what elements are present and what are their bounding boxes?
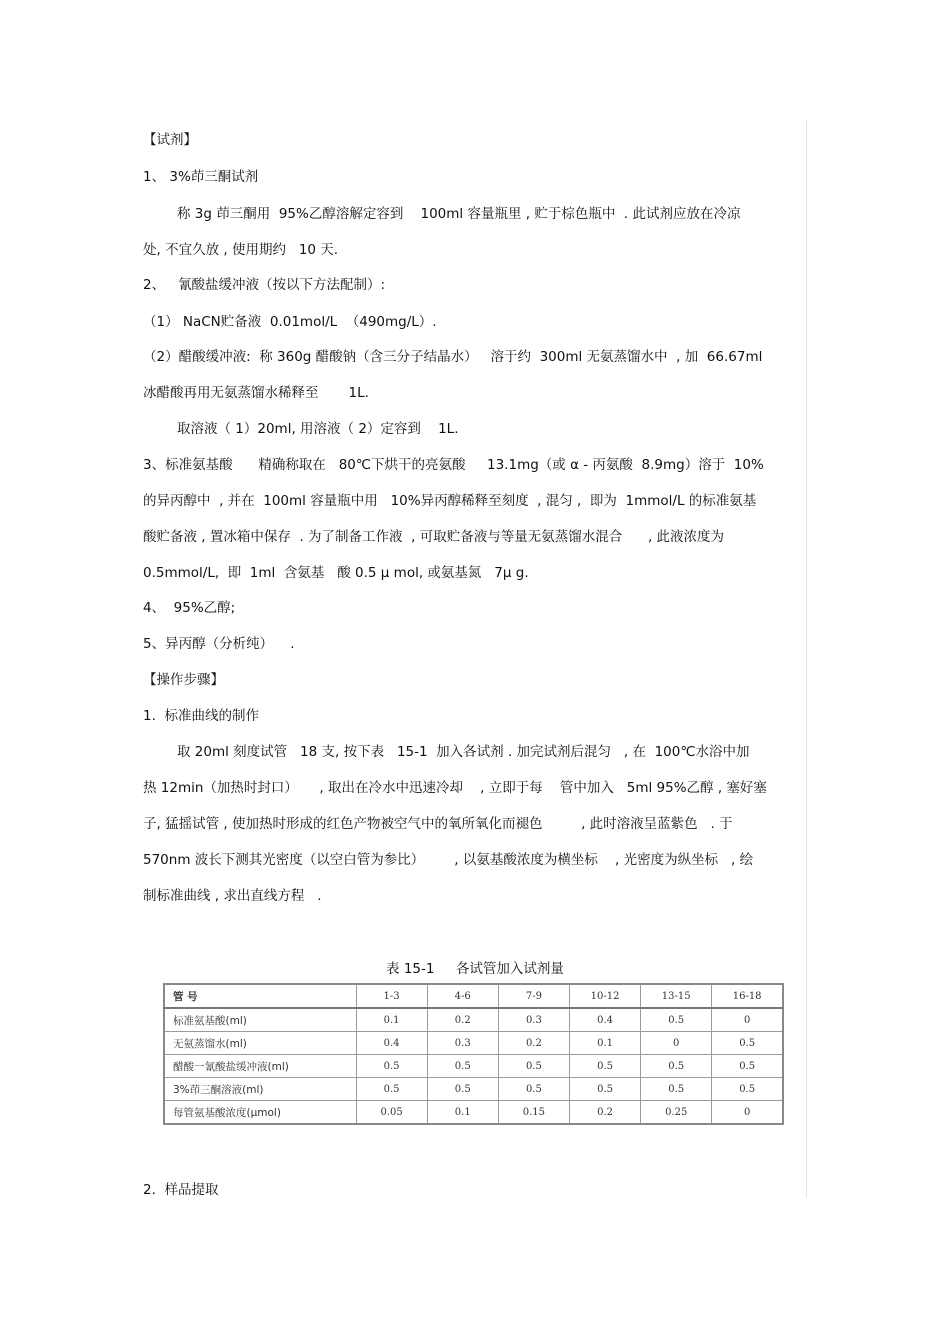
paragraph-line: 子, 猛摇试管 , 使加热时形成的红色产物被空气中的氧所氧化而褪色 , 此时溶液呈蓝紫色 . 于 <box>143 816 733 832</box>
table-row <box>164 1055 783 1078</box>
section-heading-reagents: 【试剂】 <box>143 132 197 148</box>
page-margin-rule <box>806 120 807 1198</box>
table-cell: 0.2 <box>569 1101 640 1125</box>
table-cell: 0.2 <box>498 1032 569 1055</box>
table-cell: 0 <box>712 1008 783 1032</box>
paragraph-line: （2）醋酸缓冲液: 称 360g 醋酸钠（含三分子结晶水） 溶于约 300ml 无氨蒸馏水中 , 加 66.67ml <box>143 349 763 365</box>
table-cell: 0.25 <box>641 1101 712 1125</box>
reagent-2-title: 2、 氰酸盐缓冲液（按以下方法配制）: <box>143 277 386 293</box>
paragraph-line: 取 20ml 刻度试管 18 支, 按下表 15-1 加入各试剂 . 加完试剂后混匀 , 在 100℃水浴中加 <box>177 744 750 760</box>
table-cell: 0.15 <box>498 1101 569 1125</box>
paragraph-line: 0.5mmol/L, 即 1ml 含氨基 酸 0.5 μ mol, 或氨基氮 7μ g. <box>143 565 529 581</box>
reagent-1-title: 1、 3%茚三酮试剂 <box>143 169 259 185</box>
table-cell: 0.5 <box>641 1078 712 1101</box>
table-cell: 0.5 <box>569 1055 640 1078</box>
table-cell: 0.5 <box>498 1055 569 1078</box>
table-cell: 0.5 <box>427 1078 498 1101</box>
table-caption: 表 15-1 各试管加入试剂量 <box>386 961 564 977</box>
table-cell: 0.5 <box>356 1055 427 1078</box>
section-heading-procedure: 【操作步骤】 <box>143 672 224 688</box>
table-cell: 0.5 <box>498 1078 569 1101</box>
table-cell: 0.4 <box>356 1032 427 1055</box>
table-cell: 0.5 <box>712 1032 783 1055</box>
reagent-5-title: 5、异丙醇（分析纯） . <box>143 636 295 652</box>
paragraph-line: 取溶液（ 1）20ml, 用溶液（ 2）定容到 1L. <box>177 421 459 437</box>
step-2-title: 2. 样品提取 <box>143 1182 219 1198</box>
reagent-table <box>163 983 784 1125</box>
table-header-cell: 16-18 <box>712 984 783 1008</box>
paragraph-line: 处, 不宜久放 , 使用期约 10 天. <box>143 242 339 258</box>
table-cell: 0.5 <box>569 1078 640 1101</box>
table-header-cell: 管 号 <box>164 984 356 1008</box>
table-cell: 0.5 <box>427 1055 498 1078</box>
table-cell: 标准氨基酸(ml) <box>164 1008 356 1032</box>
table-cell: 0.3 <box>427 1032 498 1055</box>
table-cell: 醋酸一氰酸盐缓冲液(ml) <box>164 1055 356 1078</box>
table-row <box>164 1078 783 1101</box>
table-header-cell: 4-6 <box>427 984 498 1008</box>
table-cell: 0.2 <box>427 1008 498 1032</box>
table-cell: 0.5 <box>712 1055 783 1078</box>
table-cell: 0.5 <box>641 1055 712 1078</box>
table-row <box>164 1101 783 1125</box>
table-cell: 0.1 <box>569 1032 640 1055</box>
table-header-cell: 1-3 <box>356 984 427 1008</box>
table-cell: 每管氨基酸浓度(μmol) <box>164 1101 356 1125</box>
table-header-cell: 7-9 <box>498 984 569 1008</box>
paragraph-line: 热 12min（加热时封口） , 取出在冷水中迅速冷却 , 立即于每 管中加入 5ml 95%乙醇 , 塞好塞 <box>143 780 767 796</box>
table-header-row <box>164 984 783 1008</box>
paragraph-line: （1） NaCN贮备液 0.01mol/L （490mg/L）. <box>143 314 437 330</box>
table-cell: 3%茚三酮溶液(ml) <box>164 1078 356 1101</box>
table-cell: 0 <box>712 1101 783 1125</box>
reagent-3-title: 3、标准氨基酸 精确称取在 80℃下烘干的亮氨酸 13.1mg（或 α - 丙氨酸 8.9mg）溶于 10% <box>143 457 764 473</box>
table-row <box>164 1032 783 1055</box>
table-header-cell: 13-15 <box>641 984 712 1008</box>
table-cell: 0.4 <box>569 1008 640 1032</box>
paragraph-line: 称 3g 茚三酮用 95%乙醇溶解定容到 100ml 容量瓶里 , 贮于棕色瓶中 . 此试剂应放在冷凉 <box>177 206 741 222</box>
table-cell: 0.1 <box>427 1101 498 1125</box>
table-cell: 0.05 <box>356 1101 427 1125</box>
table-header-cell: 10-12 <box>569 984 640 1008</box>
table-cell: 0.1 <box>356 1008 427 1032</box>
reagent-4-title: 4、 95%乙醇; <box>143 600 236 616</box>
paragraph-line: 制标准曲线 , 求出直线方程 . <box>143 888 322 904</box>
paragraph-line: 570nm 波长下测其光密度（以空白管为参比） , 以氨基酸浓度为横坐标 , 光密度为纵坐标 , 绘 <box>143 852 754 868</box>
table-cell: 无氨蒸馏水(ml) <box>164 1032 356 1055</box>
paragraph-line: 酸贮备液 , 置冰箱中保存 . 为了制备工作液 , 可取贮备液与等量无氨蒸馏水混合 , 此液浓度为 <box>143 529 725 545</box>
table-cell: 0.3 <box>498 1008 569 1032</box>
table-cell: 0.5 <box>356 1078 427 1101</box>
table-row <box>164 1008 783 1032</box>
paragraph-line: 的异丙醇中 , 并在 100ml 容量瓶中用 10%异丙醇稀释至刻度 , 混匀 , 即为 1mmol/L 的标准氨基 <box>143 493 757 509</box>
table-cell: 0 <box>641 1032 712 1055</box>
table-cell: 0.5 <box>712 1078 783 1101</box>
paragraph-line: 冰醋酸再用无氨蒸馏水稀释至 1L. <box>143 385 369 401</box>
step-1-title: 1. 标准曲线的制作 <box>143 708 259 724</box>
table-cell: 0.5 <box>641 1008 712 1032</box>
